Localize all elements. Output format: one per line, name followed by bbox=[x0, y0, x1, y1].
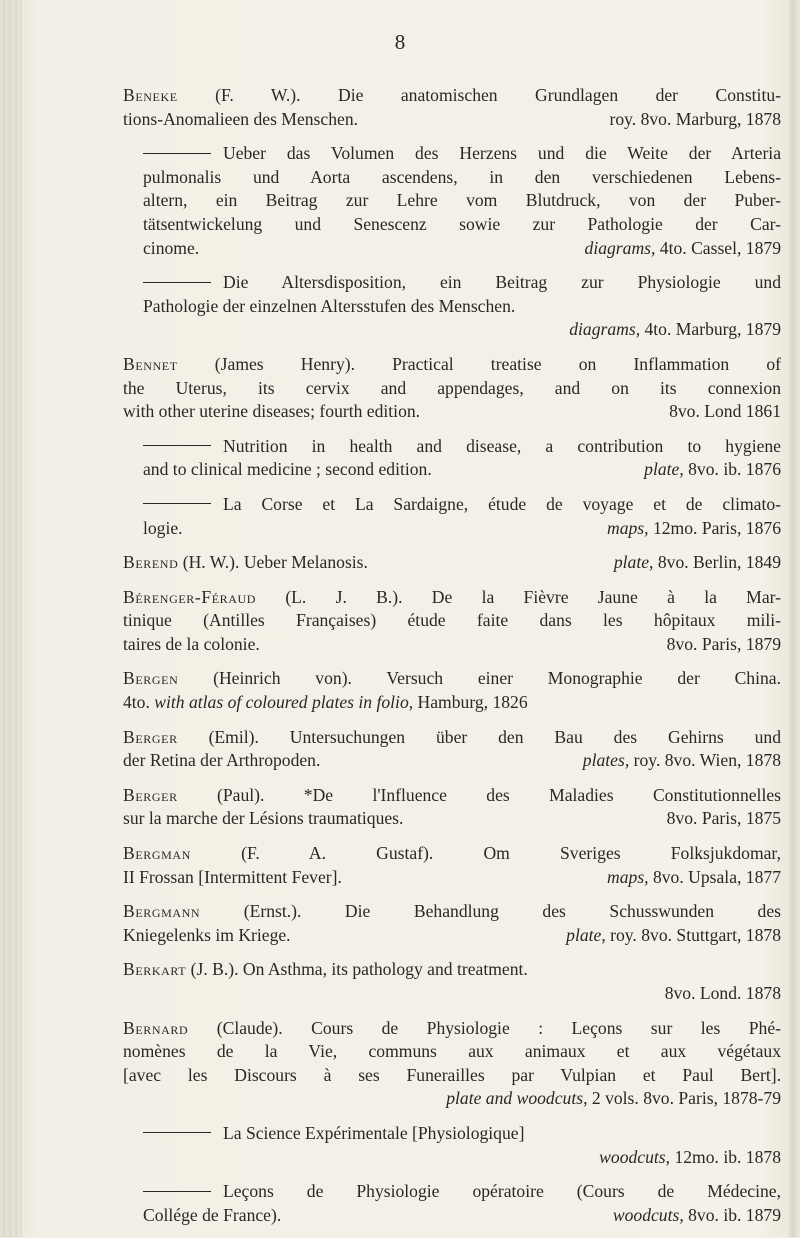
ditto-dash bbox=[143, 282, 211, 283]
entry-text: (L. J. B.). De la Fièvre Jaune à la Mar- bbox=[256, 586, 781, 607]
entry-text: (J. B.). On Asthma, its pathology and treatment. bbox=[186, 959, 528, 980]
entry-author: Bennet bbox=[123, 353, 178, 374]
entry-imprint: maps, 8vo. Upsala, 1877 bbox=[607, 866, 781, 887]
entry-text: La Corse et La Sardaigne, étude de voyage et de climato- bbox=[223, 493, 781, 514]
entry-author: Bérenger-Féraud bbox=[123, 586, 257, 607]
entry-author: Bernard bbox=[123, 1017, 189, 1038]
catalogue-entry bbox=[123, 1122, 781, 1169]
entry-text: [avec les Discours à ses Funerailles par Vulpian et Paul Bert]. bbox=[123, 1064, 781, 1085]
entry-text: Collége de France). bbox=[143, 1204, 282, 1225]
entry-imprint: woodcuts, 12mo. ib. 1878 bbox=[599, 1146, 781, 1167]
entry-imprint: plates, roy. 8vo. Wien, 1878 bbox=[582, 750, 781, 771]
entry-author: Bergmann bbox=[123, 901, 201, 922]
page-number: 8 bbox=[394, 30, 406, 54]
entry-text: sur la marche der Lésions traumatiques. bbox=[123, 808, 404, 829]
entry-imprint: 4to. with atlas of coloured plates in folio, Hamburg, 1826 bbox=[123, 692, 528, 713]
entry-imprint: plate and woodcuts, 2 vols. 8vo. Paris, 1878-79 bbox=[446, 1088, 781, 1109]
catalogue-entry bbox=[123, 435, 781, 482]
entry-text: Nutrition in health and disease, a contribution to hygiene bbox=[223, 435, 781, 456]
entry-text: der Retina der Arthropoden. bbox=[123, 750, 321, 771]
entry-imprint: 8vo. Paris, 1875 bbox=[666, 808, 781, 829]
entry-text: tinique (Antilles Françaises) étude faite dans les hôpitaux mili- bbox=[123, 610, 781, 631]
entry-text: pulmonalis und Aorta ascendens, in den verschiedenen Lebens- bbox=[143, 166, 781, 187]
entry-imprint: plate, 8vo. ib. 1876 bbox=[644, 459, 781, 480]
catalogue-entry bbox=[123, 726, 781, 773]
catalogue-entry bbox=[123, 900, 781, 947]
entry-text: logie. bbox=[143, 517, 183, 538]
entry-text: Die Altersdisposition, ein Beitrag zur Physiologie und bbox=[223, 272, 781, 293]
entry-imprint: diagrams, 4to. Cassel, 1879 bbox=[584, 237, 781, 258]
catalogue-entry bbox=[123, 958, 781, 1005]
entry-text: Ueber das Volumen des Herzens und die Weite der Arteria bbox=[223, 143, 781, 164]
entry-text: (Emil). Untersuchungen über den Bau des Gehirns und bbox=[177, 726, 781, 747]
entry-text: (F. W.). Die anatomischen Grundlagen der Constitu- bbox=[177, 85, 781, 105]
entry-imprint: diagrams, 4to. Marburg, 1879 bbox=[569, 319, 781, 340]
entry-text: (H. W.). Ueber Melanosis. bbox=[178, 552, 368, 573]
entry-imprint: woodcuts, 8vo. ib. 1879 bbox=[612, 1204, 781, 1225]
ditto-dash bbox=[143, 1191, 211, 1192]
entry-author: Beneke bbox=[123, 85, 178, 105]
entry-text: Pathologie der einzelnen Altersstufen des Menschen. bbox=[143, 295, 516, 316]
entry-text: and to clinical medicine ; second edition. bbox=[143, 459, 432, 480]
catalogue-entry bbox=[123, 353, 781, 424]
catalogue-entry bbox=[123, 1180, 781, 1227]
entry-text: nomènes de la Vie, communs aux animaux et aux végétaux bbox=[123, 1041, 781, 1062]
catalogue-entry bbox=[123, 142, 781, 260]
entry-text: taires de la colonie. bbox=[123, 633, 260, 654]
entry-author: Berger bbox=[123, 784, 178, 805]
ditto-dash bbox=[143, 503, 211, 504]
entry-text: II Frossan [Intermittent Fever]. bbox=[123, 866, 342, 887]
catalogue-entry bbox=[123, 586, 781, 657]
entry-text: Kniegelenks im Kriege. bbox=[123, 924, 291, 945]
entry-text: altern, ein Beitrag zur Lehre vom Blutdruck, von der Puber- bbox=[143, 190, 781, 211]
entry-text: Leçons de Physiologie opératoire (Cours de Médecine, bbox=[223, 1181, 781, 1202]
entry-text: cinome. bbox=[143, 237, 200, 258]
entry-imprint: maps, 12mo. Paris, 1876 bbox=[607, 517, 781, 538]
entry-text: tätsentwickelung und Senescenz sowie zur Pathologie der Car- bbox=[143, 213, 781, 234]
page-right-edge bbox=[786, 0, 800, 1237]
entry-text: (Heinrich von). Versuch einer Monographie der China. bbox=[178, 668, 781, 689]
entry-author: Berkart bbox=[123, 959, 187, 980]
entry-text: with other uterine diseases; fourth edition. bbox=[123, 401, 421, 422]
entry-imprint: 8vo. Lond. 1878 bbox=[664, 983, 781, 1003]
catalogue-entry bbox=[123, 84, 781, 131]
entry-text: (James Henry). Practical treatise on Inflammation of bbox=[177, 353, 781, 374]
entry-text: (F. A. Gustaf). Om Sveriges Folksjukdomar, bbox=[190, 843, 781, 864]
catalogue-entry bbox=[123, 551, 781, 575]
ditto-dash bbox=[143, 445, 211, 446]
entry-imprint: plate, 8vo. Berlin, 1849 bbox=[613, 552, 781, 573]
catalogue-entry bbox=[123, 784, 781, 831]
catalogue-entries bbox=[123, 84, 781, 1238]
catalogue-entry bbox=[123, 493, 781, 540]
entry-author: Bergen bbox=[123, 668, 179, 689]
entry-text: (Paul). *De l'Influence des Maladies Constitutionnelles bbox=[177, 784, 781, 805]
entry-text: tions-Anomalieen des Menschen. bbox=[123, 108, 359, 129]
entry-text: (Ernst.). Die Behandlung des Schusswunden des bbox=[200, 901, 781, 922]
entry-imprint: plate, roy. 8vo. Stuttgart, 1878 bbox=[566, 924, 781, 945]
catalogue-entry bbox=[123, 271, 781, 342]
entry-imprint: 8vo. Paris, 1879 bbox=[666, 633, 781, 654]
catalogue-entry bbox=[123, 667, 781, 714]
entry-text: (Claude). Cours de Physiologie : Leçons sur les Phé- bbox=[188, 1017, 781, 1038]
entry-author: Berger bbox=[123, 726, 178, 747]
ditto-dash bbox=[143, 153, 211, 154]
entry-imprint: roy. 8vo. Marburg, 1878 bbox=[609, 108, 781, 129]
entry-author: Berend bbox=[123, 552, 179, 573]
entry-text: the Uterus, its cervix and appendages, and on its connexion bbox=[123, 377, 781, 398]
entry-author: Bergman bbox=[123, 843, 191, 864]
ditto-dash bbox=[143, 1132, 211, 1133]
entry-text: La Science Expérimentale [Physiologique] bbox=[223, 1122, 525, 1143]
catalogue-entry bbox=[123, 842, 781, 889]
catalogue-entry bbox=[123, 1017, 781, 1111]
entry-imprint: 8vo. Lond 1861 bbox=[669, 401, 781, 422]
page-left-edge bbox=[0, 0, 22, 1237]
